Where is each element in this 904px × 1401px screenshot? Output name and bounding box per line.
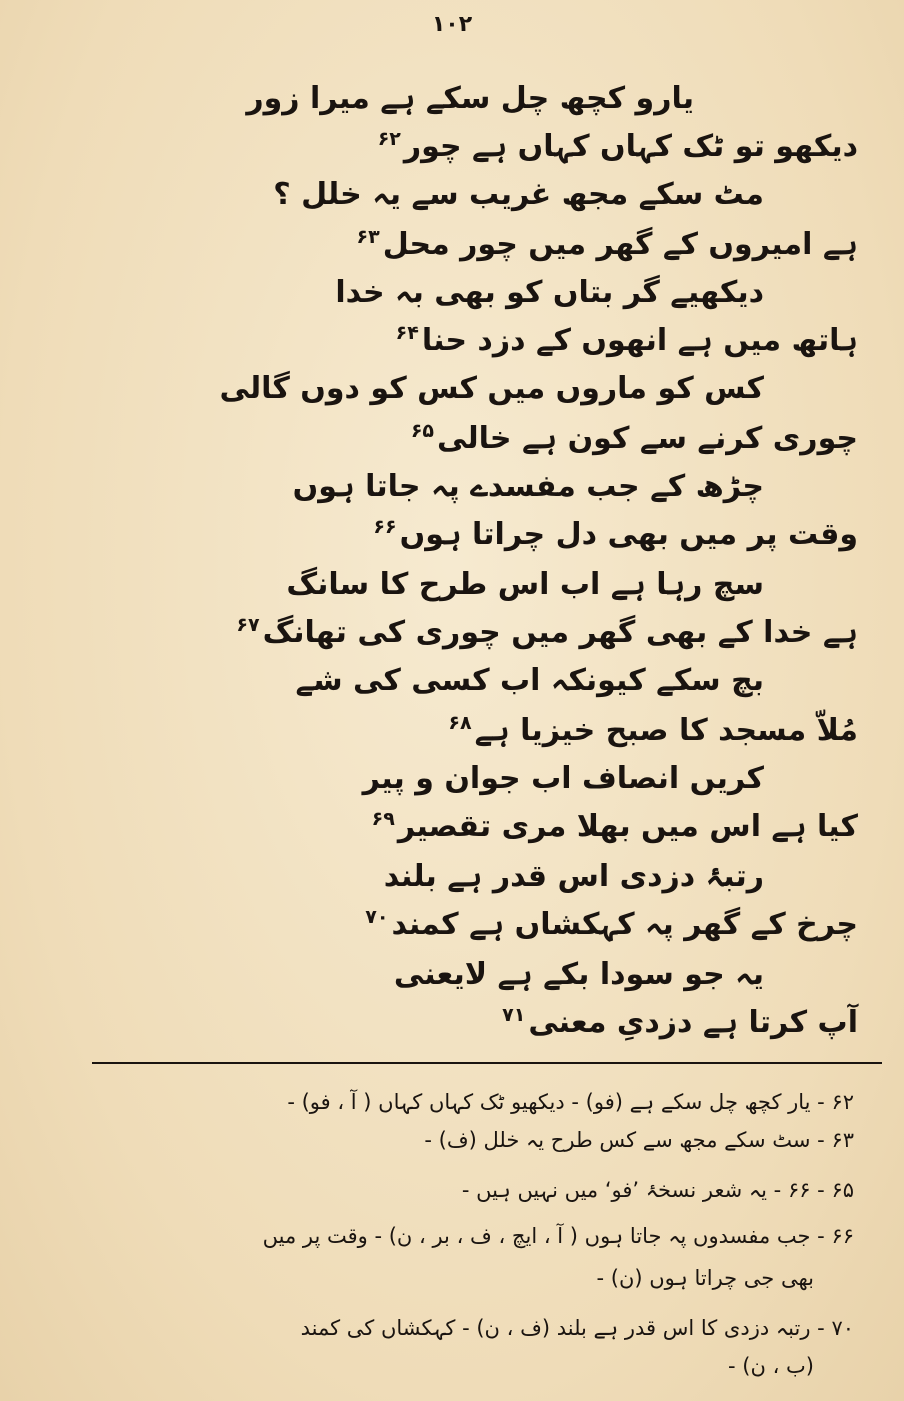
verse-text: یہ جو سودا بکے ہے لایعنی xyxy=(393,957,764,992)
verse-text: وقت پر میں بھی دل چراتا ہوں xyxy=(399,517,858,552)
verse-line xyxy=(378,130,858,162)
verse-line xyxy=(283,568,764,600)
verse-line xyxy=(357,228,858,260)
verse-text: چڑھ کے جب مفسدے پہ جاتا ہوں xyxy=(292,469,764,504)
verse-line xyxy=(217,372,764,404)
verse-line xyxy=(448,714,858,746)
verse-text: کریں انصاف اب جوان و پیر xyxy=(362,761,764,796)
verse-text: ہے خدا کے بھی گھر میں چوری کی تھانگ xyxy=(262,615,858,650)
footnote-divider xyxy=(92,1062,882,1064)
verse-number: ۶۴ xyxy=(395,322,419,344)
verse-text: کس کو ماروں میں کس کو دوں گالی xyxy=(219,371,764,406)
verse-text: رتبۂ دزدی اس قدر ہے بلند xyxy=(383,859,764,894)
verse-line xyxy=(381,860,764,892)
footnote-line: ۶۲ - یار کچھ چل سکے ہے (فو) - دیکھیو ٹک کہاں کہاں ( آ ، فو) - xyxy=(287,1090,854,1114)
verse-line xyxy=(502,1006,858,1038)
verse-line xyxy=(243,82,694,114)
verse-number: ۶۹ xyxy=(371,808,395,830)
footnote-line: ۶۵ - ۶۶ - یہ شعر نسخۂ ’فو‘ میں نہیں ہیں - xyxy=(461,1178,854,1202)
verse-line xyxy=(396,324,858,356)
footnote-line: ۷۰ - رتبہ دزدی کا اس قدر ہے بلند (ف ، ن) - کہکشاں کی کمند xyxy=(300,1316,854,1340)
verse-text: آپ کرتا ہے دزدیِ معنی xyxy=(528,1005,858,1040)
verse-text: دیکھو تو ٹک کہاں کہاں ہے چور xyxy=(403,129,858,164)
verse-number: ۶۸ xyxy=(448,712,472,734)
verse-line xyxy=(365,908,858,940)
footnote-line: (ب ، ن) - xyxy=(728,1354,814,1378)
verse-text: یارو کچھ چل سکے ہے میرا زور xyxy=(246,81,694,116)
verse-line xyxy=(290,470,764,502)
verse-number: ۷۱ xyxy=(502,1004,526,1026)
verse-number: ۶۵ xyxy=(410,420,435,442)
verse-line xyxy=(292,664,764,696)
verse-text: ہے امیروں کے گھر میں چور محل xyxy=(382,227,858,262)
verse-text: بچ سکے کیونکہ اب کسی کی شے xyxy=(295,663,764,698)
verse-line xyxy=(411,422,858,454)
verse-text: کیا ہے اس میں بھلا مری تقصیر xyxy=(397,809,858,844)
footnote-line: ۶۶ - جب مفسدوں پہ جاتا ہوں ( آ ، ایچ ، ف ، بر ، ن) - وقت پر میں xyxy=(262,1224,854,1248)
verse-number: ۶۶ xyxy=(373,516,397,538)
verse-line xyxy=(270,178,764,210)
verse-text: دیکھیے گر بتاں کو بھی بہ خدا xyxy=(335,275,764,310)
verse-line xyxy=(391,958,764,990)
verse-line xyxy=(373,518,858,550)
verse-text: چوری کرنے سے کون ہے خالی xyxy=(437,421,858,456)
page-number: ۱۰۲ xyxy=(431,12,473,37)
verse-line xyxy=(372,810,858,842)
verse-text: ہاتھ میں ہے انھوں کے دزد حنا xyxy=(421,323,858,358)
verse-number: ۷۰ xyxy=(365,906,389,928)
verse-line xyxy=(332,276,764,308)
verse-line xyxy=(360,762,764,794)
verse-text: مٹ سکے مجھ غریب سے یہ خلل ؟ xyxy=(273,177,764,212)
verse-line xyxy=(236,616,858,648)
verse-text: چرخ کے گھر پہ کہکشاں ہے کمند xyxy=(391,907,858,942)
verse-number: ۶۳ xyxy=(356,226,380,248)
verse-number: ۶۲ xyxy=(377,128,401,150)
footnote-line: ۶۳ - سٹ سکے مجھ سے کس طرح یہ خلل (ف) - xyxy=(424,1128,854,1152)
verse-text: مُلاّ مسجد کا صبح خیزیا ہے xyxy=(474,713,858,748)
footnote-line: بھی جی چراتا ہوں (ن) - xyxy=(596,1266,814,1290)
verse-number: ۶۷ xyxy=(236,614,260,636)
verse-text: سچ رہا ہے اب اس طرح کا سانگ xyxy=(286,567,764,602)
